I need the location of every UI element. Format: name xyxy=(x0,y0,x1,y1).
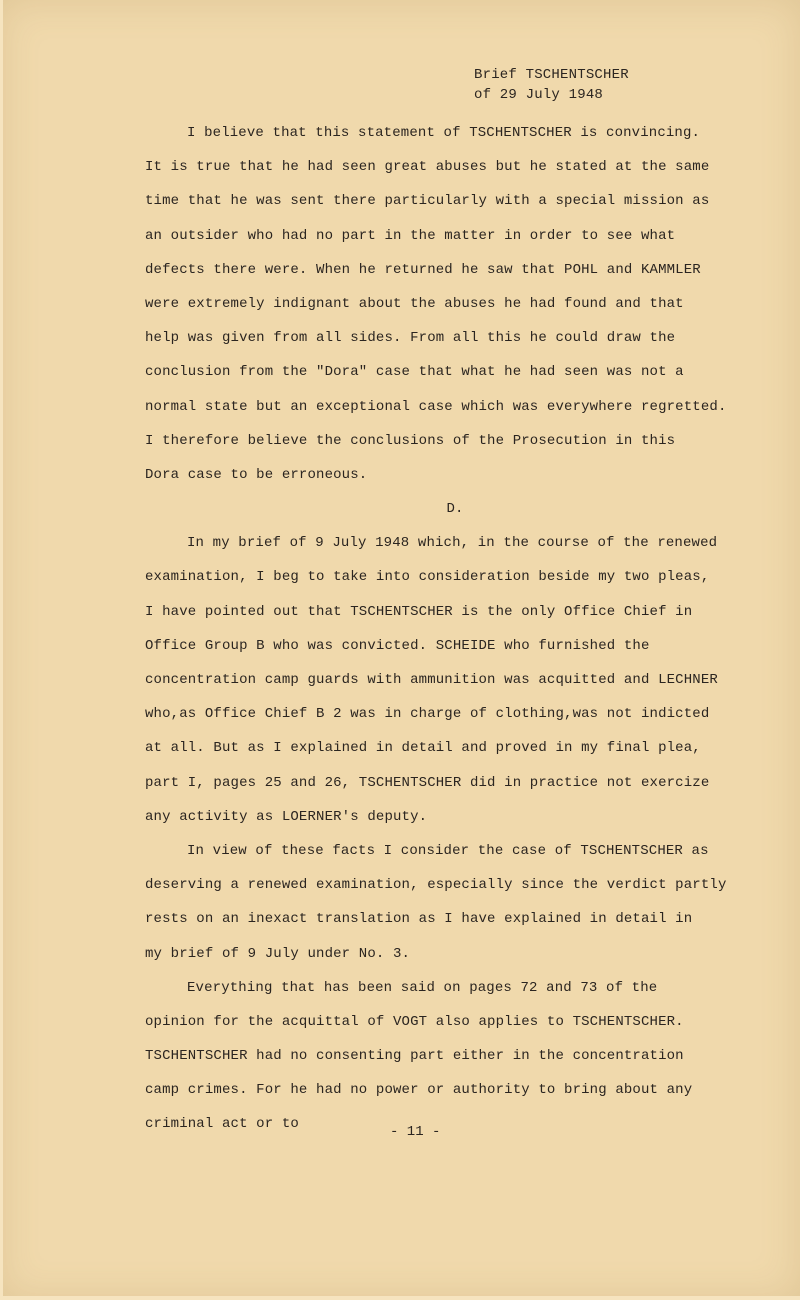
body-line: part I, pages 25 and 26, TSCHENTSCHER did in practice not exercize xyxy=(145,774,710,791)
body-line: my brief of 9 July under No. 3. xyxy=(145,945,411,962)
body-line: any activity as LOERNER's deputy. xyxy=(145,808,428,825)
body-line: at all. But as I explained in detail and proved in my final plea, xyxy=(145,740,701,757)
body-line: opinion for the acquittal of VOGT also applies to TSCHENTSCHER. xyxy=(145,1013,684,1030)
body-line: time that he was sent there particularly with a special mission as xyxy=(145,193,710,210)
body-line: examination, I beg to take into consideration beside my two pleas, xyxy=(145,569,710,586)
body-line: rests on an inexact translation as I have explained in detail in xyxy=(145,911,693,928)
body-line: conclusion from the "Dora" case that what he had seen was not a xyxy=(145,364,684,381)
body-line: help was given from all sides. From all this he could draw the xyxy=(145,330,676,347)
document-header xyxy=(474,65,629,105)
body-line: I believe that this statement of TSCHENTSCHER is convincing. xyxy=(187,125,701,141)
body-line: Dora case to be erroneous. xyxy=(145,466,368,483)
body-line: Office Group B who was convicted. SCHEIDE who furnished the xyxy=(145,637,650,654)
body-line: normal state but an exceptional case which was everywhere regretted. xyxy=(145,398,727,415)
body-line: Everything that has been said on pages 72 and 73 of the xyxy=(187,979,658,996)
body-line: TSCHENTSCHER had no consenting part either in the concentration xyxy=(145,1048,684,1065)
paper-bottom-edge xyxy=(0,1296,800,1300)
body-line: who,as Office Chief B 2 was in charge of clothing,was not indicted xyxy=(145,706,710,723)
body-line: were extremely indignant about the abuses he had found and that xyxy=(145,295,684,312)
body-line: camp crimes. For he had no power or authority to bring about any xyxy=(145,1082,693,1099)
body-line: In view of these facts I consider the case of TSCHENTSCHER as xyxy=(187,842,709,859)
paper-left-edge xyxy=(0,0,3,1300)
body-line: criminal act or to xyxy=(145,1116,299,1133)
header-brief-date: of 29 July 1948 xyxy=(474,87,604,103)
section-heading: D. xyxy=(446,501,464,518)
body-line: I therefore believe the conclusions of the Prosecution in this xyxy=(145,432,676,449)
body-line: concentration camp guards with ammunition was acquitted and LECHNER xyxy=(145,672,718,688)
body-line: deserving a renewed examination, especially since the verdict partly xyxy=(145,877,727,894)
header-brief-title: Brief TSCHENTSCHER xyxy=(474,67,629,83)
body-line: defects there were. When he returned he saw that POHL and KAMMLER xyxy=(145,261,701,278)
page-number: - 11 - xyxy=(390,1124,441,1140)
body-line: an outsider who had no part in the matter in order to see what xyxy=(145,227,676,244)
body-line: It is true that he had seen great abuses but he stated at the same xyxy=(145,159,710,176)
body-line: In my brief of 9 July 1948 which, in the course of the renewed xyxy=(187,535,718,552)
body-line: I have pointed out that TSCHENTSCHER is the only Office Chief in xyxy=(145,603,693,620)
document-body xyxy=(145,116,745,1142)
